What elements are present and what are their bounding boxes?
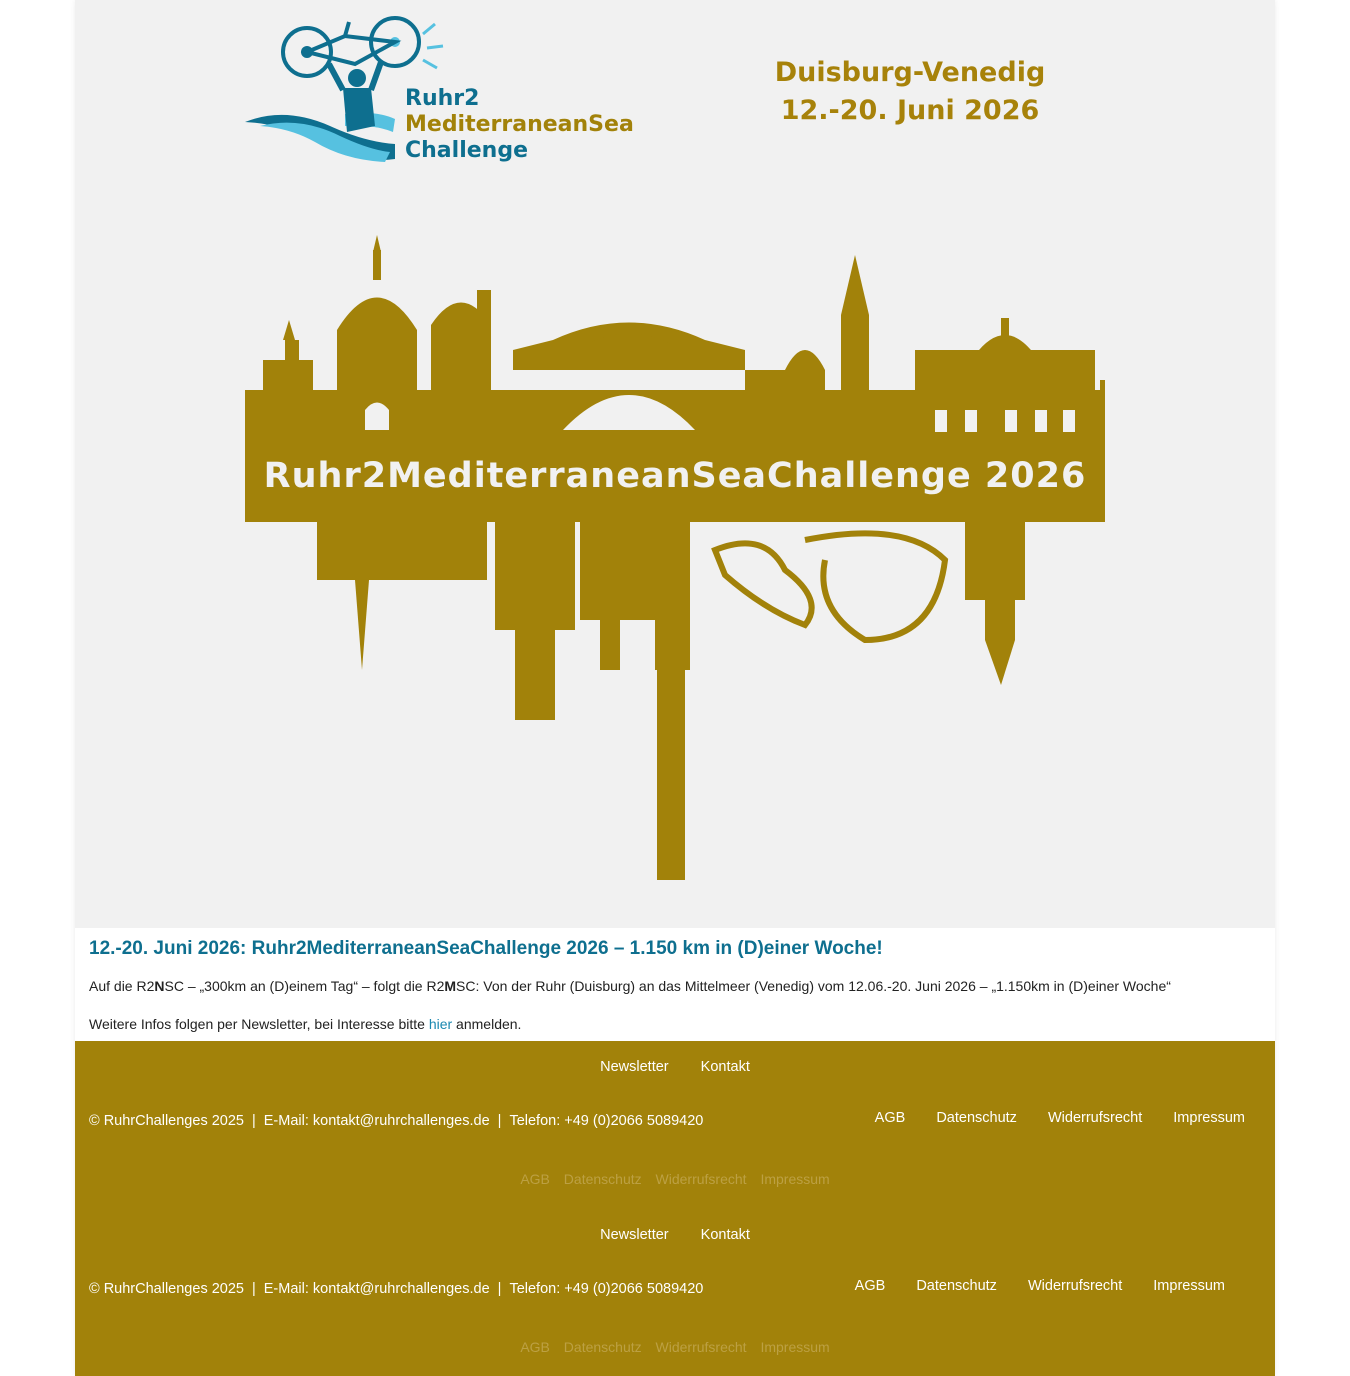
separator: |	[251, 1113, 256, 1129]
footer-phone[interactable]: Telefon: +49 (0)2066 5089420	[509, 1281, 704, 1297]
footer-legal-links-faded	[75, 1339, 1275, 1355]
faded-link-widerrufsrecht[interactable]: Widerrufsrecht	[655, 1339, 747, 1355]
footer-legal-links-faded	[75, 1171, 1275, 1187]
separator: |	[251, 1281, 256, 1297]
event-dates: 12.-20. Juni 2026	[780, 95, 1040, 126]
footer-link-widerrufsrecht[interactable]: Widerrufsrecht	[1027, 1278, 1123, 1294]
footer-link-kontakt[interactable]: Kontakt	[700, 1227, 750, 1243]
intro-text-c: SC – „300km an (D)einem Tag“ – folgt die R2	[164, 978, 445, 994]
faded-link-impressum[interactable]: Impressum	[760, 1339, 830, 1355]
footer-nav	[75, 1059, 1275, 1075]
footer-duplicate	[75, 1209, 1275, 1376]
faded-link-widerrufsrecht[interactable]: Widerrufsrecht	[655, 1171, 747, 1187]
faded-link-agb[interactable]: AGB	[520, 1171, 550, 1187]
footer-nav	[75, 1227, 1275, 1243]
footer-link-agb[interactable]: AGB	[874, 1110, 906, 1126]
copyright: © RuhrChallenges 2025	[89, 1113, 244, 1129]
footer-link-widerrufsrecht[interactable]: Widerrufsrecht	[1047, 1110, 1143, 1126]
footer-link-newsletter[interactable]: Newsletter	[600, 1059, 669, 1075]
footer-link-newsletter[interactable]: Newsletter	[600, 1227, 669, 1243]
logo-text-challenge: Challenge	[405, 138, 528, 163]
event-route: Duisburg-Venedig	[774, 57, 1046, 88]
article-intro	[89, 978, 1171, 994]
newsletter-text-b: anmelden.	[452, 1016, 522, 1032]
newsletter-signup-link[interactable]: hier	[428, 1016, 453, 1032]
page	[75, 0, 1275, 1376]
footer	[75, 1041, 1275, 1209]
footer-link-agb[interactable]: AGB	[854, 1278, 886, 1294]
footer-email[interactable]: E-Mail: kontakt@ruhrchallenges.de	[263, 1113, 490, 1129]
footer-legal-links	[848, 1110, 1245, 1126]
footer-link-datenschutz[interactable]: Datenschutz	[936, 1110, 1017, 1126]
separator: |	[497, 1113, 502, 1129]
article-newsletter-note	[89, 1016, 521, 1032]
intro-text-e: SC: Von der Ruhr (Duisburg) an das Mittelmeer (Venedig) vom 12.06.-20. Juni 2026 – „1.150km in (D)einer Woche“	[456, 978, 1171, 994]
faded-link-agb[interactable]: AGB	[520, 1339, 550, 1355]
footer-contact-line	[89, 1281, 703, 1297]
separator: |	[497, 1281, 502, 1297]
footer-link-kontakt[interactable]: Kontakt	[700, 1059, 750, 1075]
article-section	[75, 928, 1275, 1041]
copyright: © RuhrChallenges 2025	[89, 1281, 244, 1297]
skyline-illustration	[245, 230, 1105, 890]
footer-phone[interactable]: Telefon: +49 (0)2066 5089420	[509, 1113, 704, 1129]
event-title	[725, 54, 1095, 130]
footer-email[interactable]: E-Mail: kontakt@ruhrchallenges.de	[263, 1281, 490, 1297]
banner-text: Ruhr2MediterraneanSeaChallenge 2026	[263, 456, 1087, 496]
hero-section	[75, 0, 1275, 928]
faded-link-impressum[interactable]: Impressum	[760, 1171, 830, 1187]
footer-link-impressum[interactable]: Impressum	[1153, 1278, 1225, 1294]
intro-bold-n: N	[154, 978, 165, 994]
footer-link-impressum[interactable]: Impressum	[1173, 1110, 1245, 1126]
newsletter-text-a: Weitere Infos folgen per Newsletter, bei Interesse bitte	[89, 1016, 429, 1032]
faded-link-datenschutz[interactable]: Datenschutz	[563, 1171, 642, 1187]
footer-legal-links	[828, 1278, 1225, 1294]
footer-contact-line	[89, 1113, 703, 1129]
footer-link-datenschutz[interactable]: Datenschutz	[916, 1278, 997, 1294]
logo-text-mediterraneansea: MediterraneanSea	[405, 112, 634, 137]
intro-bold-m: M	[444, 978, 457, 994]
site-logo[interactable]	[245, 14, 645, 174]
faded-link-datenschutz[interactable]: Datenschutz	[563, 1339, 642, 1355]
logo-text-ruhr2: Ruhr2	[405, 86, 480, 111]
intro-text-a: Auf die R2	[89, 978, 155, 994]
article-title: 12.-20. Juni 2026: Ruhr2MediterraneanSeaChallenge 2026 – 1.150 km in (D)einer Woche!	[89, 938, 883, 959]
